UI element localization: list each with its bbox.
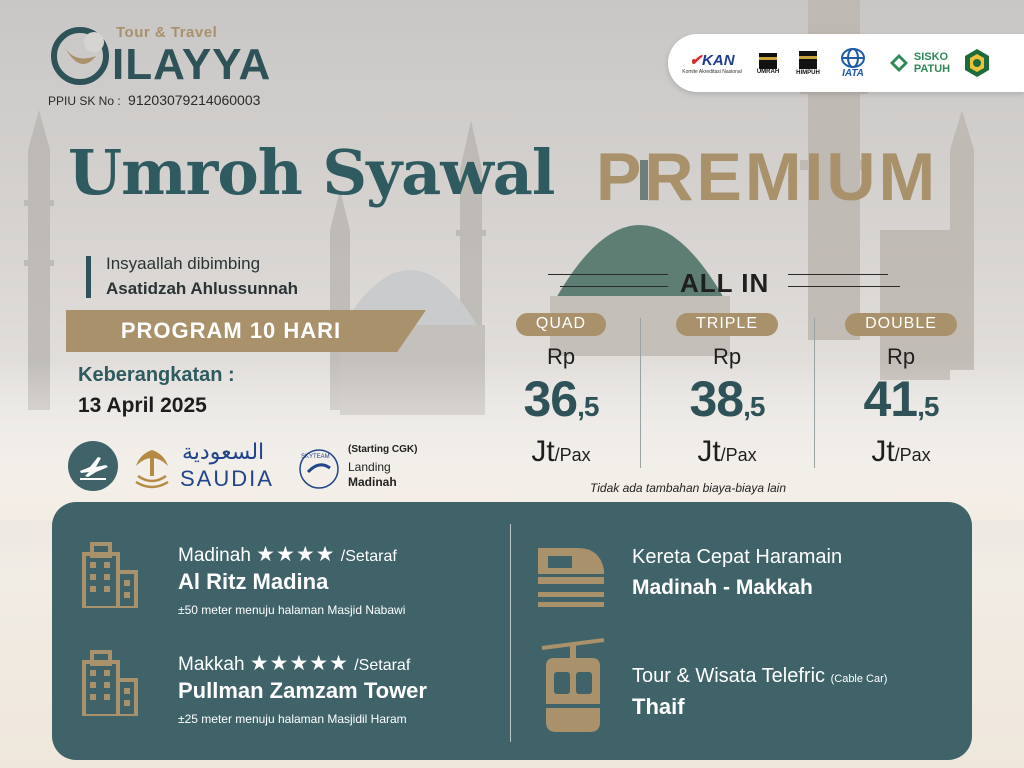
ppiu-logo — [750, 46, 786, 80]
hotel-makkah-city: Makkah ★★★★★ /Setaraf — [178, 652, 411, 675]
landing-label: Landing — [348, 460, 391, 474]
kemenag-logo — [962, 46, 992, 80]
price-separator — [640, 318, 641, 468]
saudia-name: SAUDIA — [180, 466, 274, 491]
star-rating: ★★★★ — [256, 543, 336, 566]
currency-label: Rp — [886, 344, 916, 369]
hotel-building-icon — [78, 648, 140, 716]
price-amount: 38,5 — [689, 371, 765, 427]
price-triple — [652, 313, 802, 473]
hotel-madinah-city: Madinah ★★★★ /Setaraf — [178, 543, 397, 566]
globe-icon — [840, 48, 866, 68]
airplane-icon — [68, 441, 118, 491]
divider-line — [788, 274, 888, 275]
page-title: Umroh Syawal — [68, 136, 555, 209]
all-in-label: ALL IN — [680, 268, 770, 298]
price-separator — [814, 318, 815, 468]
cable-car-destination: Thaif — [632, 694, 685, 719]
ilayya-logo-icon — [50, 26, 110, 86]
train-route: Madinah - Makkah — [632, 576, 813, 599]
brand-tagline: Tour & Travel — [116, 24, 218, 41]
landing-city: Madinah — [348, 475, 397, 489]
title-highlight: PREMIUM — [596, 139, 939, 215]
price-unit: Jt/Pax — [697, 435, 757, 468]
currency-label: Rp — [546, 344, 576, 369]
sisko-patuh-logo — [882, 46, 956, 80]
departure-label: Keberangkatan : — [78, 364, 235, 386]
hotel-makkah-name: Pullman Zamzam Tower — [178, 678, 427, 703]
room-type: QUAD — [516, 313, 606, 336]
program-duration: PROGRAM 10 HARI — [120, 318, 342, 343]
sisko-icon — [888, 52, 910, 74]
partner-logos-bar — [668, 34, 1024, 92]
train-title: Kereta Cepat Haramain — [632, 546, 843, 568]
room-type: TRIPLE — [676, 313, 778, 336]
kan-logo: ✔KAN Komite Akreditasi Nasional — [682, 52, 742, 75]
ppiu-text: UMRAH — [756, 69, 780, 75]
license-value: 91203079214060003 — [128, 92, 261, 108]
skyteam-label: SKYTEAM — [301, 454, 330, 460]
kan-text: KAN — [702, 52, 735, 69]
price-note: Tidak ada tambahan biaya-biaya lain — [590, 481, 787, 495]
currency-label: Rp — [712, 344, 742, 369]
price-unit: Jt/Pax — [531, 435, 591, 468]
kaaba-icon — [797, 50, 819, 70]
hotel-makkah-distance: ±25 meter menuju halaman Masjidil Haram — [178, 712, 407, 726]
divider-line — [548, 274, 668, 275]
starting-city: (Starting CGK) — [348, 444, 418, 455]
iata-logo — [832, 46, 874, 80]
patuh-text: PATUH — [913, 63, 951, 75]
brand-name: ILAYYA — [112, 40, 272, 89]
panel-divider — [510, 524, 511, 742]
price-amount: 41,5 — [863, 371, 939, 427]
himpuh-text: HIMPUH — [796, 70, 820, 76]
price-quad — [486, 313, 636, 473]
hotel-madinah-distance: ±50 meter menuju halaman Masjid Nabawi — [178, 603, 406, 617]
guide-line-1: Insyaallah dibimbing — [106, 254, 261, 273]
kaaba-icon — [757, 51, 779, 69]
divider-line — [560, 286, 668, 287]
star-rating: ★★★★★ — [249, 652, 349, 675]
hotel-building-icon — [78, 540, 140, 608]
divider-line — [788, 286, 900, 287]
room-type: DOUBLE — [845, 313, 957, 336]
sisko-text: SISKO — [913, 51, 949, 63]
iata-text: IATA — [842, 67, 864, 79]
skyteam-logo-icon — [296, 446, 342, 492]
price-double — [826, 313, 976, 473]
license-number — [48, 92, 260, 108]
cable-car-note: (Cable Car) — [830, 673, 888, 685]
himpuh-logo — [792, 46, 824, 80]
train-icon — [534, 544, 608, 610]
guide-accent-bar — [86, 256, 91, 298]
saudia-palm-emblem-icon — [130, 442, 174, 492]
price-unit: Jt/Pax — [871, 435, 931, 468]
hotel-madinah-name: Al Ritz Madina — [178, 569, 329, 594]
emblem-icon — [963, 48, 991, 78]
guide-line-2: Asatidzah Ahlussunnah — [106, 279, 299, 298]
saudia-arabic-name: السعودية — [182, 440, 265, 465]
kan-subtitle: Komite Akreditasi Nasional — [682, 69, 742, 75]
cable-car-title: Tour & Wisata Telefric (Cable Car) — [632, 665, 888, 687]
departure-date: 13 April 2025 — [78, 394, 207, 417]
license-label: PPIU SK No : — [48, 94, 121, 108]
cable-car-icon — [540, 638, 606, 736]
price-amount: 36,5 — [523, 371, 599, 427]
